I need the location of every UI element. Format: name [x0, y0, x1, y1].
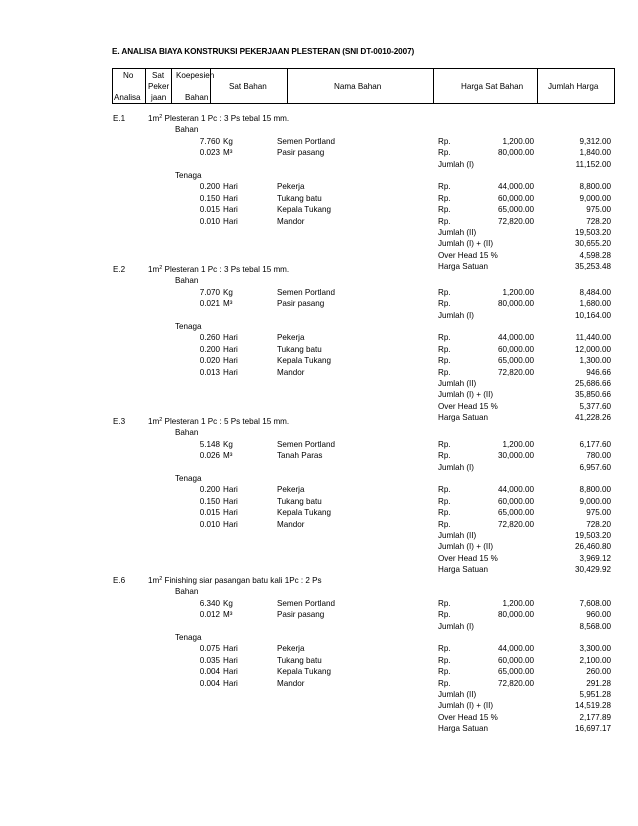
total-price: 1,680.00 [579, 299, 611, 309]
material-name: Pasir pasang [277, 148, 325, 158]
material-unit: M³ [223, 451, 233, 461]
summary-label: Jumlah (II) [438, 690, 477, 699]
material-unit: Kg [223, 287, 233, 297]
summary-value: 35,253.48 [574, 262, 611, 272]
total-price: 7,608.00 [579, 598, 611, 608]
total-price: 960.00 [586, 610, 611, 620]
unit-price: 44,000.00 [497, 333, 534, 343]
total-price: 728.20 [586, 519, 611, 529]
summary-value: 5,951.28 [579, 690, 611, 699]
labor-coefficient: 0.013 [199, 367, 220, 377]
total-price: 780.00 [586, 451, 611, 461]
header-koepesien: Koepesien [176, 71, 215, 80]
total-price: 8,800.00 [579, 485, 611, 495]
tenaga-label: Tenaga [175, 322, 202, 331]
unit-price: 1,200.00 [502, 287, 534, 297]
document-title: E. ANALISA BIAYA KONSTRUKSI PEKERJAAN PLESTERAN (SNI DT-0010-2007) [112, 47, 415, 56]
labor-name: Kepala Tukang [277, 205, 332, 215]
labor-name: Pekerja [277, 333, 305, 343]
labor-name: Tukang batu [277, 193, 322, 203]
section-title: Finishing siar pasangan batu kali 1Pc : 2 Ps [162, 576, 322, 585]
summary-value: 30,655.20 [574, 239, 611, 249]
header-peker: Peker [148, 82, 170, 91]
total-price: 8,484.00 [579, 287, 611, 297]
total-price: 11,440.00 [575, 333, 611, 343]
header-analisa: Analisa [114, 93, 141, 102]
total-price: 291.28 [586, 678, 611, 688]
total-price: 9,000.00 [579, 496, 611, 506]
total-price: 975.00 [586, 508, 611, 518]
material-unit: M³ [223, 610, 233, 620]
labor-coefficient: 0.260 [199, 333, 220, 343]
unit-price: 60,000.00 [497, 193, 534, 203]
labor-coefficient: 0.200 [199, 485, 220, 495]
currency-label: Rp. [438, 356, 451, 366]
subtotal-label: Jumlah (I) [438, 310, 474, 320]
section-code: E.3 [113, 417, 126, 426]
currency-label: Rp. [438, 344, 451, 354]
unit-price: 72,820.00 [497, 216, 534, 226]
header-no: No [123, 71, 134, 80]
labor-unit: Hari [223, 344, 238, 354]
labor-name: Mandor [277, 367, 305, 377]
summary-value: 14,519.28 [574, 701, 611, 711]
currency-label: Rp. [438, 496, 451, 506]
currency-label: Rp. [438, 451, 451, 461]
labor-coefficient: 0.035 [199, 655, 220, 665]
labor-coefficient: 0.004 [199, 678, 220, 688]
summary-label: Over Head 15 % [438, 712, 498, 722]
currency-label: Rp. [438, 193, 451, 203]
section-code: E.1 [113, 114, 126, 123]
currency-label: Rp. [438, 182, 451, 192]
summary-label: Harga Satuan [438, 724, 488, 734]
total-price: 12,000.00 [574, 344, 611, 354]
summary-value: 19,503.20 [574, 228, 611, 237]
labor-coefficient: 0.015 [199, 205, 220, 215]
labor-coefficient: 0.200 [199, 344, 220, 354]
labor-unit: Hari [223, 205, 238, 215]
unit-price: 44,000.00 [497, 182, 534, 192]
header-divider [145, 69, 146, 103]
table-header [112, 68, 615, 104]
total-price: 9,312.00 [579, 136, 611, 146]
section-description [148, 576, 322, 586]
unit-price: 65,000.00 [497, 205, 534, 215]
header-harga-sat-bahan: Harga Sat Bahan [461, 82, 524, 91]
subtotal-value: 10,164.00 [574, 310, 611, 320]
section-description [148, 265, 289, 275]
material-coefficient: 0.026 [199, 451, 220, 461]
total-price: 728.20 [586, 216, 611, 226]
material-name: Semen Portland [277, 598, 336, 608]
labor-unit: Hari [223, 644, 238, 654]
section-unit: 1m [148, 576, 160, 585]
labor-coefficient: 0.004 [199, 667, 220, 677]
summary-label: Harga Satuan [438, 413, 488, 423]
currency-label: Rp. [438, 367, 451, 377]
section-unit-exponent: 2 [159, 576, 163, 582]
summary-label: Harga Satuan [438, 565, 488, 575]
section-code: E.6 [113, 576, 126, 585]
summary-value: 16,697.17 [574, 724, 611, 734]
unit-price: 72,820.00 [497, 367, 534, 377]
total-price: 2,100.00 [579, 655, 611, 665]
header-bahan: Bahan [185, 93, 209, 102]
currency-label: Rp. [438, 299, 451, 309]
currency-label: Rp. [438, 508, 451, 518]
unit-price: 72,820.00 [497, 678, 534, 688]
labor-unit: Hari [223, 655, 238, 665]
labor-name: Tukang batu [277, 496, 322, 506]
material-name: Semen Portland [277, 439, 336, 449]
material-coefficient: 7.760 [199, 136, 220, 146]
unit-price: 44,000.00 [497, 485, 534, 495]
currency-label: Rp. [438, 439, 451, 449]
currency-label: Rp. [438, 598, 451, 608]
labor-name: Kepala Tukang [277, 508, 332, 518]
unit-price: 65,000.00 [497, 667, 534, 677]
labor-name: Kepala Tukang [277, 356, 332, 366]
labor-coefficient: 0.075 [199, 644, 220, 654]
header-divider [171, 69, 172, 103]
unit-price: 30,000.00 [497, 451, 534, 461]
section-unit: 1m [148, 417, 160, 426]
labor-name: Tukang batu [277, 655, 322, 665]
labor-name: Pekerja [277, 182, 305, 192]
labor-coefficient: 0.015 [199, 508, 220, 518]
tenaga-label: Tenaga [175, 474, 202, 483]
labor-coefficient: 0.150 [199, 496, 220, 506]
unit-price: 60,000.00 [497, 344, 534, 354]
currency-label: Rp. [438, 485, 451, 495]
material-unit: Kg [223, 439, 233, 449]
material-unit: Kg [223, 598, 233, 608]
summary-value: 19,503.20 [574, 531, 611, 540]
unit-price: 60,000.00 [497, 496, 534, 506]
unit-price: 1,200.00 [502, 136, 534, 146]
summary-value: 4,598.28 [579, 250, 611, 260]
unit-price: 65,000.00 [497, 508, 534, 518]
material-coefficient: 0.021 [199, 299, 220, 309]
total-price: 975.00 [586, 205, 611, 215]
section-unit-exponent: 2 [159, 417, 163, 423]
subtotal-label: Jumlah (I) [438, 159, 474, 169]
labor-name: Pekerja [277, 485, 305, 495]
currency-label: Rp. [438, 644, 451, 654]
summary-label: Jumlah (II) [438, 531, 477, 540]
material-unit: M³ [223, 299, 233, 309]
material-unit: M³ [223, 148, 233, 158]
section-title: Plesteran 1 Pc : 3 Ps tebal 15 mm. [162, 265, 290, 274]
summary-value: 3,969.12 [579, 553, 611, 563]
header-divider [537, 69, 538, 103]
unit-price: 65,000.00 [497, 356, 534, 366]
labor-unit: Hari [223, 678, 238, 688]
summary-label: Over Head 15 % [438, 553, 498, 563]
labor-coefficient: 0.200 [199, 182, 220, 192]
labor-unit: Hari [223, 519, 238, 529]
material-coefficient: 0.012 [199, 610, 220, 620]
currency-label: Rp. [438, 678, 451, 688]
labor-unit: Hari [223, 485, 238, 495]
labor-unit: Hari [223, 667, 238, 677]
material-coefficient: 0.023 [199, 148, 220, 158]
unit-price: 44,000.00 [497, 644, 534, 654]
material-unit: Kg [223, 136, 233, 146]
currency-label: Rp. [438, 610, 451, 620]
subtotal-value: 8,568.00 [579, 621, 611, 631]
material-name: Semen Portland [277, 136, 336, 146]
total-price: 260.00 [586, 667, 611, 677]
summary-label: Over Head 15 % [438, 250, 498, 260]
summary-label: Jumlah (I) + (II) [438, 239, 494, 249]
total-price: 9,000.00 [579, 193, 611, 203]
unit-price: 80,000.00 [497, 610, 534, 620]
labor-unit: Hari [223, 216, 238, 226]
labor-unit: Hari [223, 333, 238, 343]
material-coefficient: 5.148 [199, 439, 220, 449]
subtotal-label: Jumlah (I) [438, 621, 474, 631]
unit-price: 60,000.00 [497, 655, 534, 665]
header-sat: Sat [152, 71, 165, 80]
summary-value: 26,460.80 [574, 542, 611, 552]
subtotal-label: Jumlah (I) [438, 462, 474, 472]
summary-label: Jumlah (II) [438, 228, 477, 237]
labor-unit: Hari [223, 182, 238, 192]
summary-value: 2,177.89 [579, 712, 611, 722]
header-jaan: jaan [151, 93, 167, 102]
summary-label: Harga Satuan [438, 262, 488, 272]
material-coefficient: 7.070 [199, 287, 220, 297]
bahan-label: Bahan [175, 276, 199, 286]
summary-value: 5,377.60 [579, 401, 611, 411]
currency-label: Rp. [438, 136, 451, 146]
section-unit-exponent: 2 [159, 114, 163, 120]
labor-name: Tukang batu [277, 344, 322, 354]
header-nama-bahan: Nama Bahan [334, 82, 382, 91]
labor-coefficient: 0.150 [199, 193, 220, 203]
bahan-label: Bahan [175, 428, 199, 438]
summary-value: 25,686.66 [574, 379, 611, 388]
summary-value: 35,850.66 [574, 390, 611, 400]
section-title: Plesteran 1 Pc : 3 Ps tebal 15 mm. [162, 114, 290, 123]
unit-price: 80,000.00 [497, 299, 534, 309]
section-description [148, 114, 289, 124]
total-price: 8,800.00 [579, 182, 611, 192]
currency-label: Rp. [438, 667, 451, 677]
labor-unit: Hari [223, 193, 238, 203]
currency-label: Rp. [438, 287, 451, 297]
labor-coefficient: 0.020 [199, 356, 220, 366]
section-description [148, 417, 289, 427]
section-unit: 1m [148, 265, 160, 274]
material-name: Semen Portland [277, 287, 336, 297]
labor-name: Mandor [277, 216, 305, 226]
header-divider [287, 69, 288, 103]
material-coefficient: 6.340 [199, 598, 220, 608]
unit-price: 80,000.00 [497, 148, 534, 158]
total-price: 1,300.00 [579, 356, 611, 366]
material-name: Pasir pasang [277, 299, 325, 309]
currency-label: Rp. [438, 148, 451, 158]
summary-label: Jumlah (I) + (II) [438, 542, 494, 552]
total-price: 3,300.00 [579, 644, 611, 654]
unit-price: 1,200.00 [502, 598, 534, 608]
labor-unit: Hari [223, 496, 238, 506]
summary-label: Over Head 15 % [438, 401, 498, 411]
subtotal-value: 11,152.00 [575, 159, 611, 169]
currency-label: Rp. [438, 655, 451, 665]
section-unit: 1m [148, 114, 160, 123]
material-name: Tanah Paras [277, 451, 323, 461]
labor-unit: Hari [223, 367, 238, 377]
header-jumlah-harga: Jumlah Harga [548, 82, 599, 91]
summary-value: 30,429.92 [574, 565, 611, 575]
labor-name: Mandor [277, 678, 305, 688]
total-price: 6,177.60 [579, 439, 611, 449]
summary-label: Jumlah (I) + (II) [438, 390, 494, 400]
labor-name: Mandor [277, 519, 305, 529]
summary-value: 41,228.26 [574, 413, 611, 423]
section-unit-exponent: 2 [159, 265, 163, 271]
labor-unit: Hari [223, 356, 238, 366]
bahan-label: Bahan [175, 587, 199, 597]
subtotal-value: 6,957.60 [579, 462, 611, 472]
tenaga-label: Tenaga [175, 633, 202, 642]
total-price: 1,840.00 [579, 148, 611, 158]
material-name: Pasir pasang [277, 610, 325, 620]
section-code: E.2 [113, 265, 126, 274]
section-title: Plesteran 1 Pc : 5 Ps tebal 15 mm. [162, 417, 290, 426]
currency-label: Rp. [438, 205, 451, 215]
labor-coefficient: 0.010 [199, 519, 220, 529]
labor-name: Pekerja [277, 644, 305, 654]
labor-unit: Hari [223, 508, 238, 518]
summary-label: Jumlah (II) [438, 379, 477, 388]
unit-price: 72,820.00 [497, 519, 534, 529]
currency-label: Rp. [438, 333, 451, 343]
tenaga-label: Tenaga [175, 171, 202, 180]
unit-price: 1,200.00 [502, 439, 534, 449]
currency-label: Rp. [438, 216, 451, 226]
total-price: 946.66 [586, 367, 611, 377]
currency-label: Rp. [438, 519, 451, 529]
summary-label: Jumlah (I) + (II) [438, 701, 494, 711]
header-sat-bahan: Sat Bahan [229, 82, 267, 91]
labor-coefficient: 0.010 [199, 216, 220, 226]
labor-name: Kepala Tukang [277, 667, 332, 677]
bahan-label: Bahan [175, 125, 199, 135]
header-divider [433, 69, 434, 103]
